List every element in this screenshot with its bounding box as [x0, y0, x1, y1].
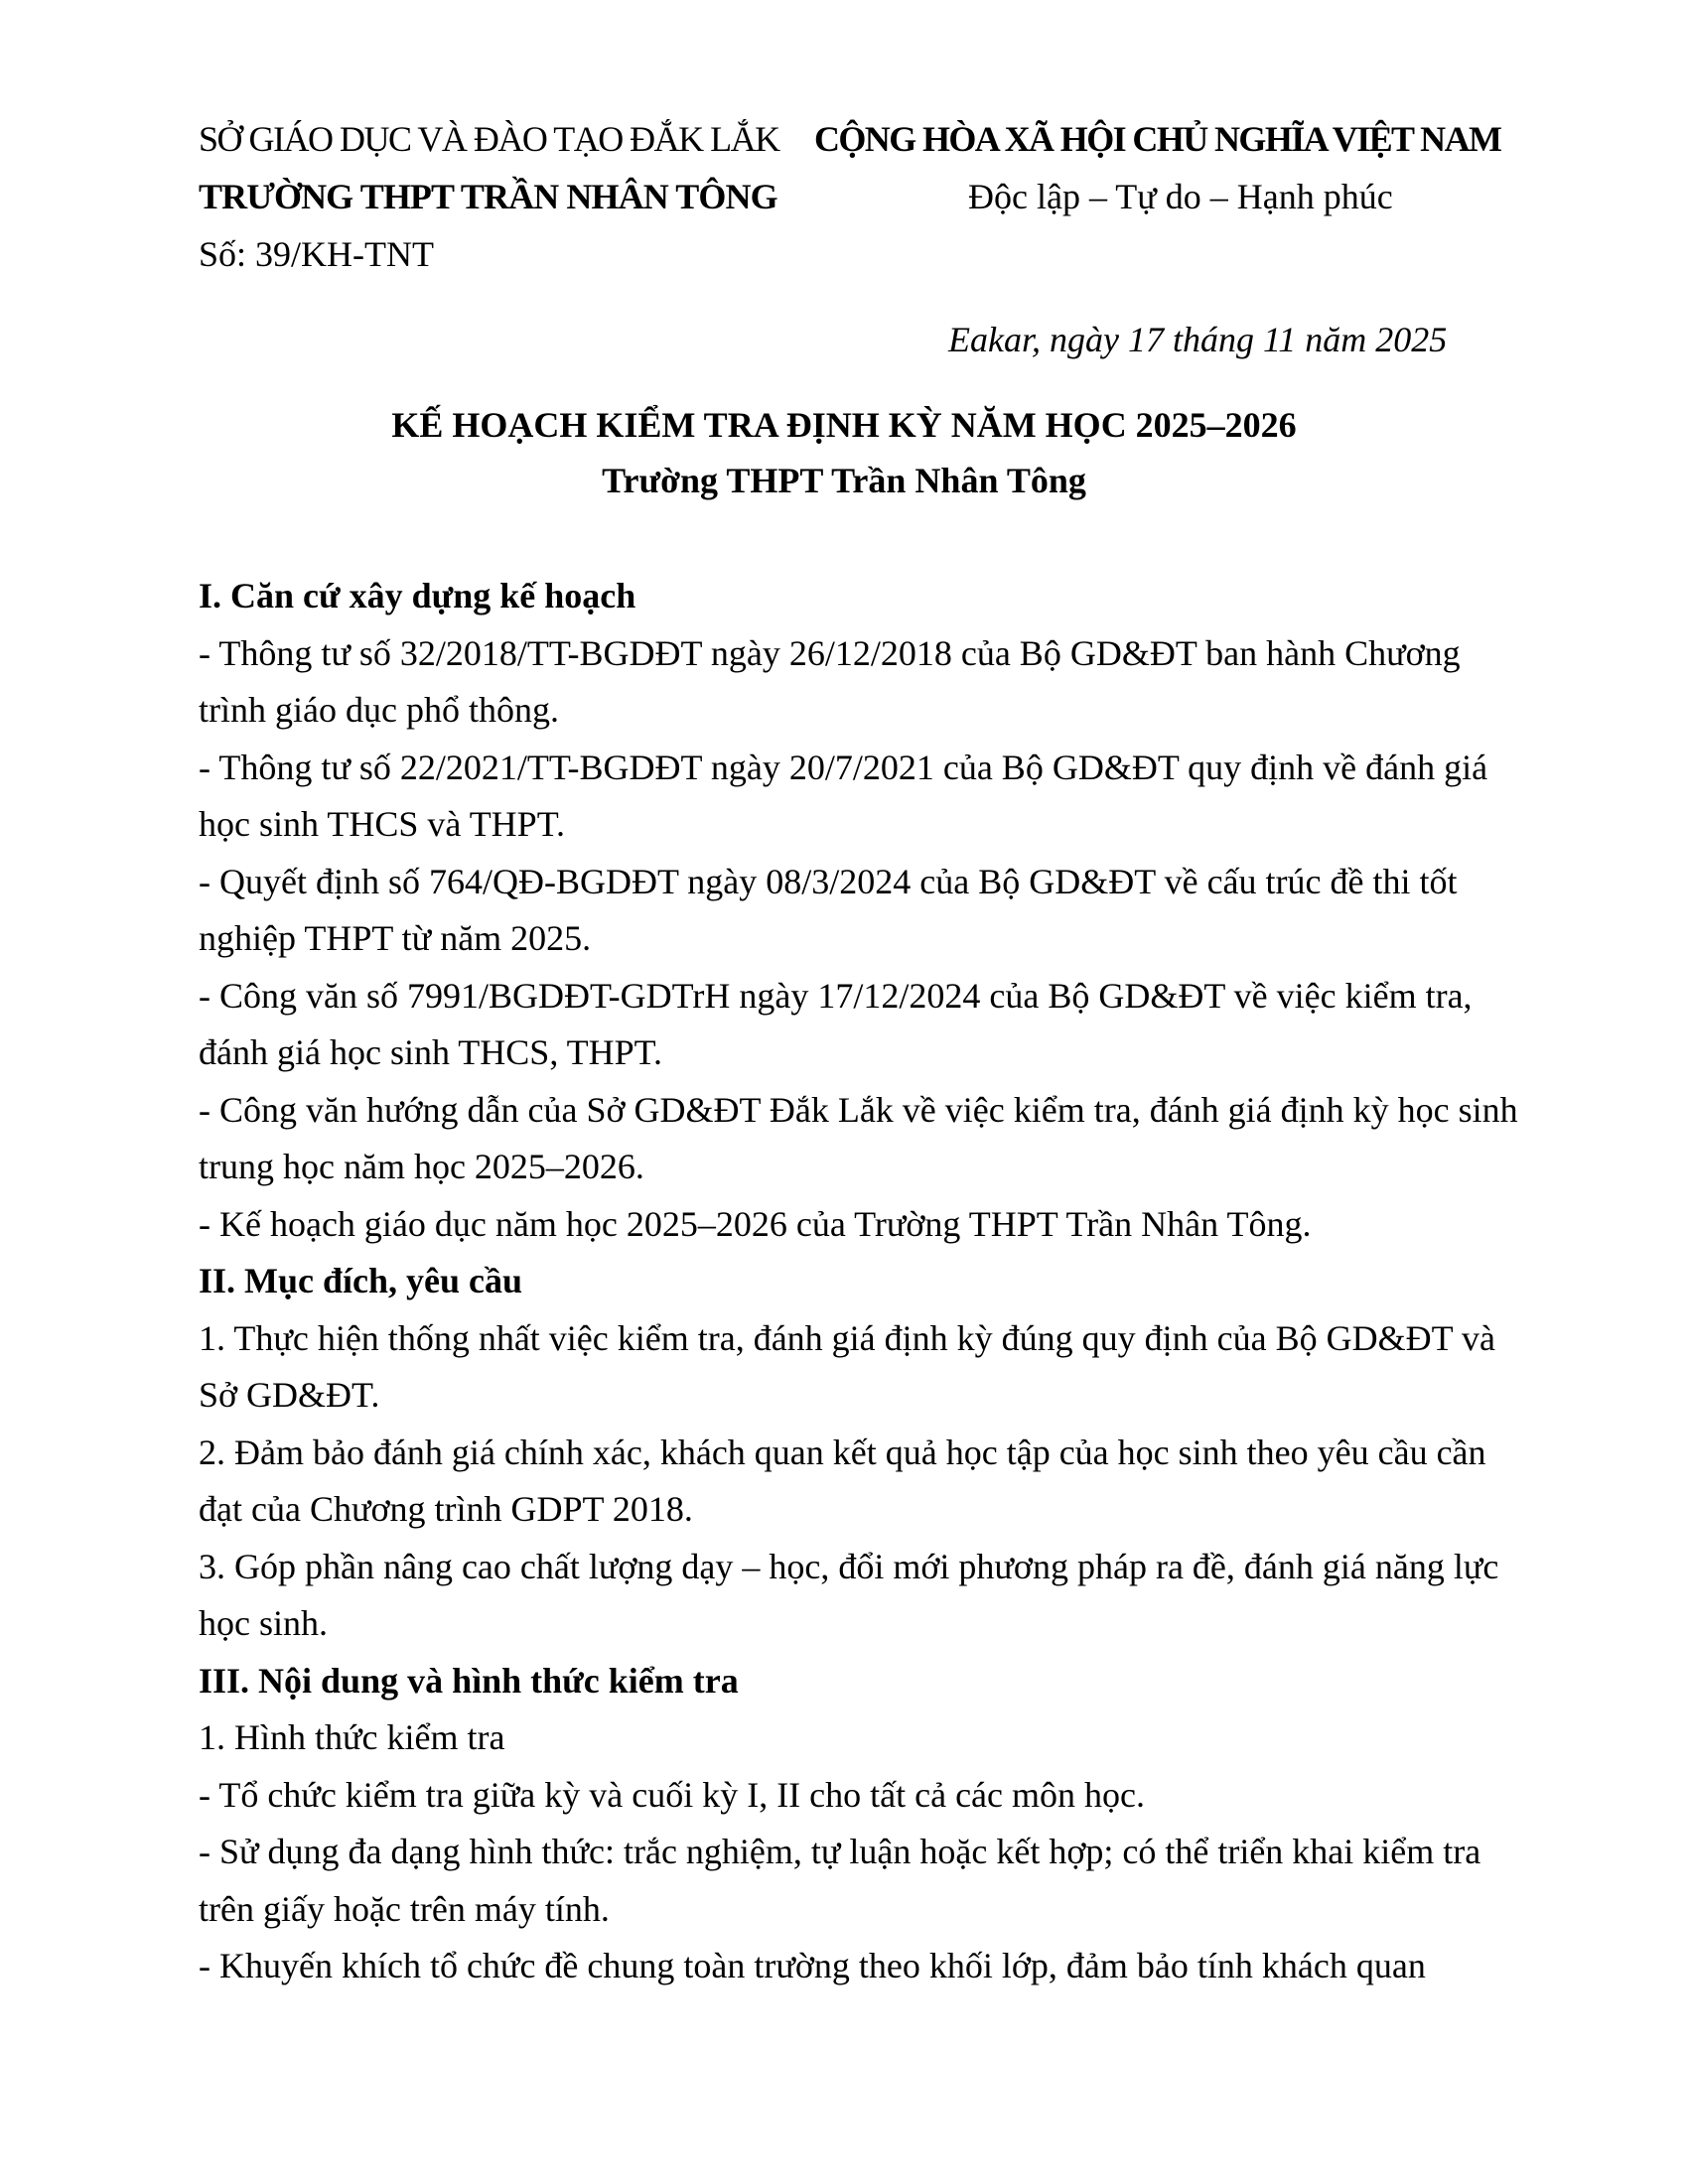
national-motto: Độc lập – Tự do – Hạnh phúc: [968, 177, 1393, 216]
paragraph: - Thông tư số 22/2021/TT-BGDĐT ngày 20/7/2021 của Bộ GD&ĐT quy định về đánh giá học sinh THCS và THPT.: [199, 747, 1488, 844]
school-name: TRƯỜNG THPT TRẦN NHÂN TÔNG: [199, 177, 777, 216]
document-body: [199, 568, 1529, 1995]
section-heading: I. Căn cứ xây dựng kế hoạch: [199, 576, 636, 615]
paragraph: - Kế hoạch giáo dục năm học 2025–2026 của Trường THPT Trần Nhân Tông.: [199, 1203, 1312, 1244]
paragraph: - Công văn số 7991/BGDĐT-GDTrH ngày 17/12/2024 của Bộ GD&ĐT về việc kiểm tra, đánh giá học sinh THCS, THPT.: [199, 975, 1473, 1072]
paragraph: 2. Đảm bảo đánh giá chính xác, khách quan kết quả học tập của học sinh theo yêu cầu cần đạt của Chương trình GDPT 2018.: [199, 1432, 1486, 1529]
place-date: Eakar, ngày 17 tháng 11 năm 2025: [948, 320, 1448, 359]
section-heading: II. Mục đích, yêu cầu: [199, 1261, 523, 1300]
title-line-1: KẾ HOẠCH KIỂM TRA ĐỊNH KỲ NĂM HỌC 2025–2026: [391, 405, 1297, 445]
country-name: CỘNG HÒA XÃ HỘI CHỦ NGHĨA VIỆT NAM: [814, 119, 1501, 159]
paragraph: - Công văn hướng dẫn của Sở GD&ĐT Đắk Lắk về việc kiểm tra, đánh giá định kỳ học sinh trung học năm học 2025–2026.: [199, 1089, 1518, 1186]
paragraph: 3. Góp phần nâng cao chất lượng dạy – học, đổi mới phương pháp ra đề, đánh giá năng lực học sinh.: [199, 1546, 1499, 1643]
paragraph: 1. Thực hiện thống nhất việc kiểm tra, đánh giá định kỳ đúng quy định của Bộ GD&ĐT và Sở GD&ĐT.: [199, 1317, 1495, 1415]
section-heading: III. Nội dung và hình thức kiểm tra: [199, 1660, 739, 1701]
document-title: [0, 397, 1688, 508]
document-number: Số: 39/KH-TNT: [199, 234, 434, 274]
paragraph: 1. Hình thức kiểm tra: [199, 1717, 505, 1757]
paragraph: - Sử dụng đa dạng hình thức: trắc nghiệm, tự luận hoặc kết hợp; có thể triển khai kiểm tra trên giấy hoặc trên máy tính.: [199, 1832, 1481, 1929]
paragraph: - Tổ chức kiểm tra giữa kỳ và cuối kỳ I, II cho tất cả các môn học.: [199, 1774, 1145, 1815]
paragraph: - Quyết định số 764/QĐ-BGDĐT ngày 08/3/2024 của Bộ GD&ĐT về cấu trúc đề thi tốt nghiệp THPT từ năm 2025.: [199, 861, 1458, 958]
paragraph: - Khuyến khích tổ chức đề chung toàn trường theo khối lớp, đảm bảo tính khách quan: [199, 1946, 1426, 1985]
title-line-2: Trường THPT Trần Nhân Tông: [602, 461, 1086, 500]
paragraph: - Thông tư số 32/2018/TT-BGDĐT ngày 26/12/2018 của Bộ GD&ĐT ban hành Chương trình giáo dục phổ thông.: [199, 632, 1461, 730]
department-name: SỞ GIÁO DỤC VÀ ĐÀO TẠO ĐẮK LẮK: [199, 119, 779, 159]
